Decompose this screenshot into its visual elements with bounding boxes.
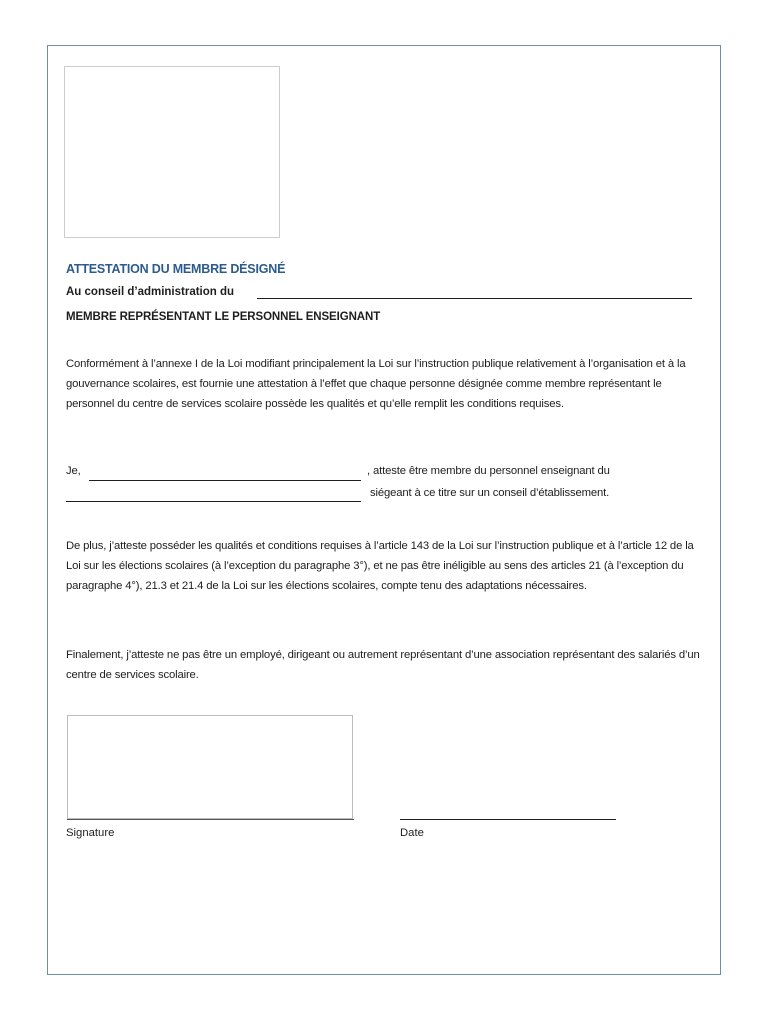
date-field[interactable] — [400, 819, 616, 820]
logo-placeholder-box[interactable] — [64, 66, 280, 238]
signature-box[interactable] — [67, 715, 353, 819]
attests-text: , atteste être membre du personnel enseignant du — [367, 465, 610, 477]
qualifications-paragraph: De plus, j’atteste posséder les qualités et conditions requises à l’article 143 de la Loi sur l’instruction publique et à l’article 12 de la Loi sur les élections scolaires (à l’exception du paragraphe 3°), et ne pas être inéligible au sens des articles 21 (à l’exception du paragraphe 4°), 21.3 et 21.4 de la Loi sur les élections scolaires, compte tenu des adaptations nécessaires. — [66, 540, 694, 592]
signature-label: Signature — [66, 827, 115, 839]
sits-text: siégeant à ce titre sur un conseil d’établissement. — [370, 487, 610, 499]
date-label: Date — [400, 827, 424, 839]
signature-line — [67, 819, 354, 820]
je-label: Je, — [66, 465, 81, 477]
document-title: ATTESTATION DU MEMBRE DÉSIGNÉ — [66, 262, 286, 276]
member-type-heading: MEMBRE REPRÉSENTANT LE PERSONNEL ENSEIGNANT — [66, 311, 381, 323]
school-field[interactable] — [66, 501, 361, 502]
council-label: Au conseil d’administration du — [66, 286, 235, 298]
name-field[interactable] — [89, 480, 361, 481]
final-paragraph: Finalement, j’atteste ne pas être un employé, dirigeant ou autrement représentant d’une association représentant des salariés d’un centre de services scolaire. — [66, 649, 700, 681]
intro-paragraph: Conformément à l’annexe I de la Loi modifiant principalement la Loi sur l’instruction publique relativement à l’organisation et à la gouvernance scolaires, est fournie une attestation à l’effet que chaque personne désignée comme membre représentant le personnel du centre de services scolaire possède les qualités et qu’elle remplit les conditions requises. — [66, 358, 686, 410]
council-name-field[interactable] — [257, 298, 692, 299]
